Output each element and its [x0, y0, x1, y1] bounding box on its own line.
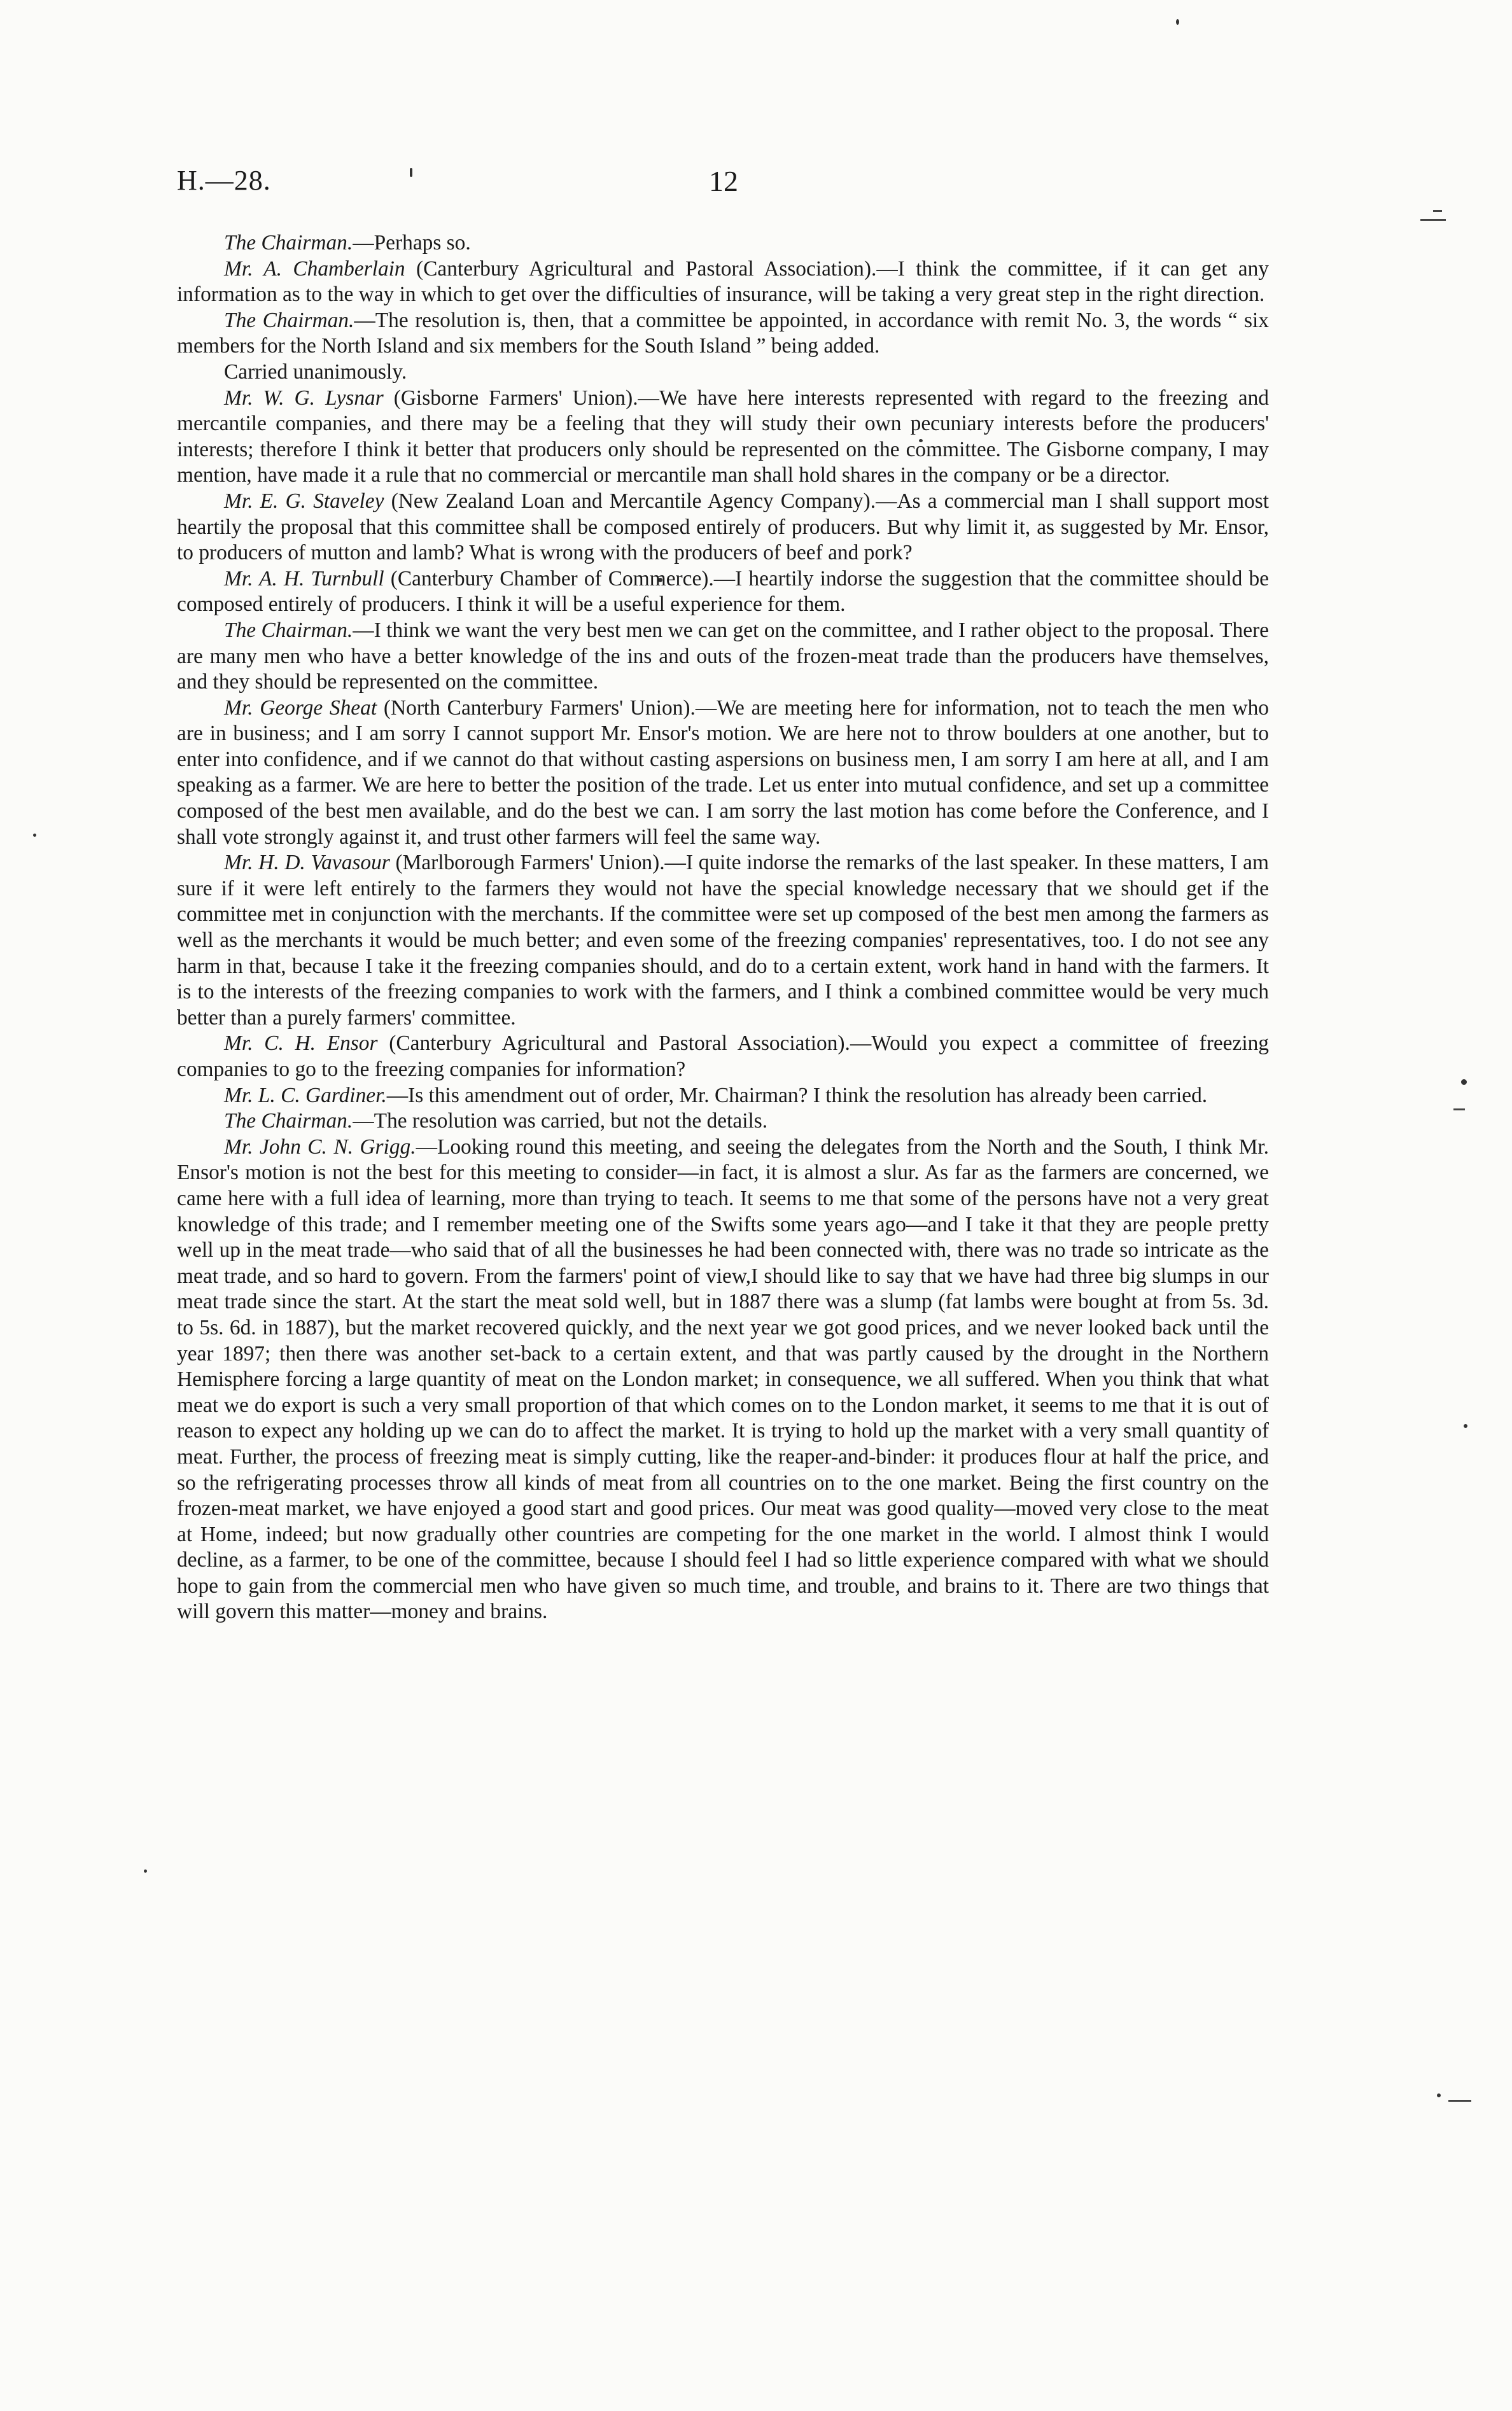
paragraph-text: —I think we want the very best men we can get on the committee, and I rather object to the proposal. There are many men who have a better knowledge of the ins and outs of the frozen-meat trade than the producers have themselves, and they should be represented on the committee.: [177, 618, 1270, 694]
document-id: H.—28.: [177, 165, 271, 196]
speaker-name: Mr. L. C. Gardiner.: [224, 1083, 387, 1107]
speaker-name: Mr. John C. N. Grigg.: [224, 1135, 416, 1159]
paragraph-text: (Marlborough Farmers' Union).—I quite indorse the remarks of the last speaker. In these matters, I am sure if it were left entirely to the farmers they would not have the special knowledge necessary that we should get if the committee met in conjunction with the merchants. If the committee were set up composed of the best men among the farmers as well as the merchants it would be much better; and even some of the freezing companies' representatives, too. I do not see any harm in that, because I take it the freezing companies should, and do to a certain extent, work hand in hand with the farmers. It is to the interests of the freezing companies to work with the farmers, and I think a combined committee would be very much better than a purely farmers' committee.: [177, 851, 1269, 1030]
paragraph-text: (Gisborne Farmers' Union).—We have here interests represented with regard to the freezing and mercantile companies, and there may be a feeling that they will study their own pecuniary interests before the producers' interests; therefore I think it better that producers only should be represented on the committee. The Gisborne company, I may mention, have made it a rule that no commercial or mercantile man shall hold shares in the company or be a director.: [177, 386, 1269, 487]
margin-mark: [1448, 2100, 1471, 2102]
paragraph-text: —Looking round this meeting, and seeing the delegates from the North and the South, I think Mr. Ensor's motion is not the best for this meeting to consider—in fact, it is almost a slur. As far as the farmers are concerned, we came here with a full idea of learning, more than trying to teach. It seems to me that some of the persons have not a very great knowledge of this trade; and I remember meeting one of the Swifts some years ago—and I take it that they are people pretty well up in the meat trade—who said that of all the businesses he had been connected with, there was no trade so intricate as the meat trade, and so hard to govern. From the farmers' point of view,I should like to say that we have had three big slumps in our meat trade since the start. At the start the meat sold well, but in 1887 there was a slump (fat lambs were bought at from 5s. 3d. to 5s. 6d. in 1887), but the market recovered quickly, and the next year we got good prices, and we never looked back until the year 1897; then there was another set-back to a certain extent, and that was partly caused by the drought in the Northern Hemisphere forcing a large quantity of meat on the London market; in consequence, we all suffered. When you think that what meat we do export is such a very small proportion of that which comes on to the London market, it seems to me that it is out of reason to expect any holding up we can do to affect the market. It is trying to hold up the market with a very small quantity of meat. Further, the process of freezing meat is simply cutting, like the reaper-and-binder: it produces flour at half the price, and so the refrigerating processes throw all kinds of meat from all countries on to the one market. Being the first country on the frozen-meat market, we have enjoyed a good start and good prices. Our meat was good quality—moved very close to the meat at Home, indeed; but now gradually other countries are competing for the one market in the world. I almost think I would decline, as a farmer, to be one of the committee, because I should feel I had so little experience compared with what we should hope to gain from the commercial men who have given so much time, and trouble, and brains to it. There are two things that will govern this matter—money and brains.: [177, 1135, 1269, 1624]
paragraph: [177, 618, 1269, 695]
scan-speck: [1461, 1079, 1467, 1085]
paragraph-text: Carried unanimously.: [224, 360, 407, 384]
paragraph: [177, 1135, 1269, 1625]
paragraph: [177, 360, 1269, 386]
page-header: [177, 164, 1354, 209]
speaker-name: Mr. A. Chamberlain: [224, 256, 405, 281]
paragraph: [177, 1031, 1269, 1082]
paragraph-text: (Canterbury Agricultural and Pastoral Association).—I think the committee, if it can get any information as to the way in which to get over the difficulties of insurance, will be taking a very great step in the right direction.: [177, 256, 1269, 307]
paragraph: [177, 1108, 1269, 1135]
margin-mark: [1420, 219, 1446, 221]
paragraph: [177, 386, 1269, 489]
paragraph-text: (North Canterbury Farmers' Union).—We are meeting here for information, not to teach the men who are in business; and I am sorry I cannot support Mr. Ensor's motion. We are here not to throw boulders at one another, but to enter into confidence, and if we cannot do that without casting aspersions on business men, I am sorry I am here at all, and I am speaking as a farmer. We are here to better the position of the trade. Let us enter into mutual confidence, and set up a committee composed of the best men available, and do the best we can. I am sorry the last motion has come before the Conference, and I shall vote strongly against it, and trust other farmers will feel the same way.: [177, 695, 1270, 849]
scan-speck: [1437, 2093, 1441, 2097]
speaker-name: The Chairman.: [224, 231, 353, 255]
scan-speck: [1464, 1424, 1467, 1428]
speaker-name: Mr. George Sheat: [224, 695, 377, 720]
speaker-name: Mr. A. H. Turnbull: [224, 566, 384, 591]
speaker-name: Mr. H. D. Vavasour: [224, 851, 390, 875]
speaker-name: The Chairman.: [224, 308, 354, 332]
page-number: 12: [709, 165, 738, 197]
paragraph: [177, 308, 1269, 360]
scan-speck: [33, 834, 36, 837]
scan-speck: [144, 1869, 147, 1873]
paragraph: [177, 850, 1269, 1031]
paragraph: [177, 489, 1269, 566]
paragraph-text: —Perhaps so.: [353, 231, 471, 255]
paragraph: [177, 1083, 1269, 1109]
margin-mark: [1433, 210, 1442, 212]
paragraph-text: (Canterbury Chamber of Commerce).—I heartily indorse the suggestion that the committee should be composed entirely of producers. I think it will be a useful experience for them.: [177, 566, 1269, 617]
paragraph-text: (New Zealand Loan and Mercantile Agency Company).—As a commercial man I shall support most heartily the proposal that this committee shall be composed entirely of producers. But why limit it, as suggested by Mr. Ensor, to producers of mutton and lamb? What is wrong with the producers of beef and pork?: [177, 489, 1270, 565]
speaker-name: The Chairman.: [224, 1109, 353, 1133]
margin-mark: [1453, 1108, 1465, 1110]
speaker-name: The Chairman.: [224, 618, 353, 642]
paragraph: [177, 566, 1269, 618]
paragraph-text: —The resolution is, then, that a committee be appointed, in accordance with remit No. 3, the words “ six members for the North Island and six members for the South Island ” being added.: [177, 308, 1270, 358]
speaker-name: Mr. C. H. Ensor: [224, 1031, 378, 1056]
speaker-name: Mr. E. G. Staveley: [224, 489, 384, 513]
scan-speck: [1176, 19, 1179, 25]
paragraph-text: (Canterbury Agricultural and Pastoral Association).—Would you expect a committee of freezing companies to go to the freezing companies for information?: [177, 1031, 1269, 1081]
paragraph-text: —The resolution was carried, but not the details.: [353, 1109, 768, 1133]
body-text: [177, 230, 1269, 1625]
paragraph: [177, 230, 1269, 256]
paragraph-text: —Is this amendment out of order, Mr. Chairman? I think the resolution has already been carried.: [386, 1083, 1208, 1107]
paragraph: [177, 695, 1269, 851]
speaker-name: Mr. W. G. Lysnar: [224, 386, 384, 410]
paragraph: [177, 256, 1269, 308]
